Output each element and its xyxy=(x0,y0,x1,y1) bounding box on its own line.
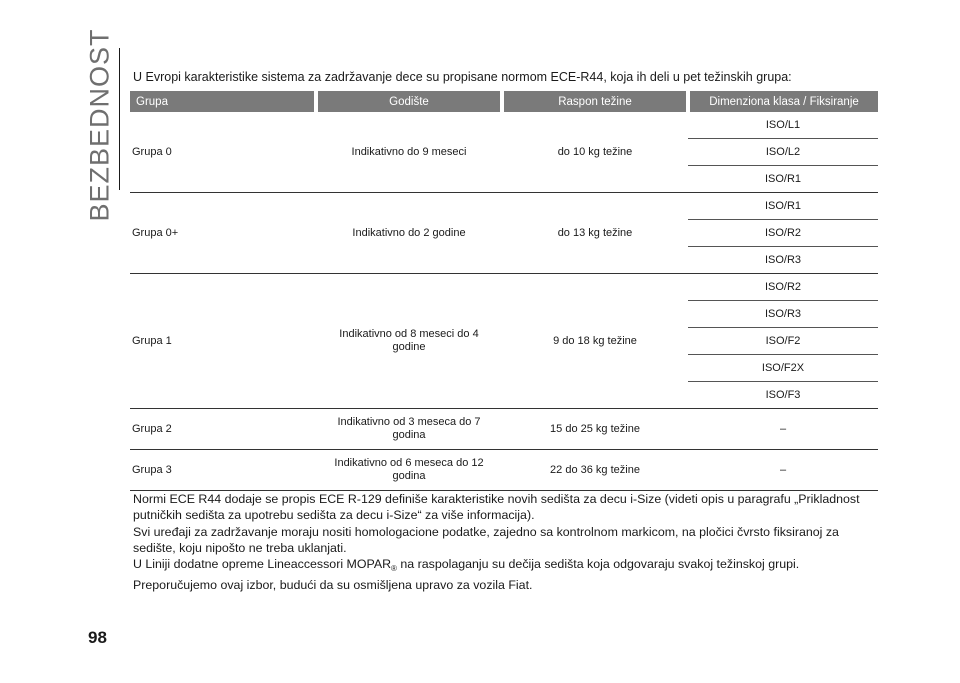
section-title-text: BEZBEDNOST xyxy=(84,28,115,222)
group-weight: 15 do 25 kg težine xyxy=(502,409,688,450)
size-class: ISO/R2 xyxy=(688,274,878,301)
size-class: ISO/F3 xyxy=(688,382,878,409)
group-weight: 22 do 36 kg težine xyxy=(502,450,688,491)
group-age xyxy=(316,274,502,409)
note-text: na raspolaganju su dečija sedišta koja odgovaraju svakoj težinskoj grupi. Preporučujemo ovaj izbor, budući da su osmišljena upravo za vozila Fiat. xyxy=(133,557,800,593)
size-class: – xyxy=(688,409,878,450)
group-name: Grupa 0 xyxy=(130,112,316,193)
table-header-row xyxy=(130,91,878,112)
notes-section xyxy=(133,491,883,594)
group-name: Grupa 0+ xyxy=(130,193,316,274)
group-name: Grupa 3 xyxy=(130,450,316,491)
group-weight: do 13 kg težine xyxy=(502,193,688,274)
note-paragraph-r129: Normi ECE R44 dodaje se propis ECE R-129 definiše karakteristike novih sedišta za decu i-Size (videti opis u paragrafu „Prikladnost putničkih sedišta za upotrebu sedišta za decu i-Size“ za više informacija). xyxy=(133,492,860,523)
section-divider xyxy=(119,48,120,190)
section-title xyxy=(80,28,120,222)
table-row xyxy=(130,274,878,301)
size-class: ISO/F2 xyxy=(688,328,878,355)
header-group: Grupa xyxy=(130,91,316,112)
header-age: Godište xyxy=(316,91,502,112)
group-weight: do 10 kg težine xyxy=(502,112,688,193)
header-size-class: Dimenziona klasa / Fiksiranje xyxy=(688,91,878,112)
group-weight: 9 do 18 kg težine xyxy=(502,274,688,409)
size-class: ISO/R2 xyxy=(688,220,878,247)
size-class: ISO/L1 xyxy=(688,112,878,139)
size-class: ISO/R1 xyxy=(688,166,878,193)
table-row xyxy=(130,193,878,220)
intro-paragraph: U Evropi karakteristike sistema za zadržavanje dece su propisane normom ECE-R44, koja ih deli u pet težinskih grupa: xyxy=(133,69,792,84)
group-age: Indikativno do 9 meseci xyxy=(316,112,502,193)
group-name: Grupa 1 xyxy=(130,274,316,409)
size-class: ISO/F2X xyxy=(688,355,878,382)
weight-groups-table xyxy=(130,91,878,491)
table-row xyxy=(130,112,878,139)
note-paragraph-mopar xyxy=(133,556,883,594)
note-paragraph-homologation: Svi uređaji za zadržavanje moraju nositi homologacione podatke, zajedno sa kontrolnom markicom, na pločici čvrsto fiksiranoj za sedište, koju nipošto ne treba uklanjati. xyxy=(133,524,839,555)
group-age xyxy=(316,450,502,491)
group-age-text: Indikativno od 8 meseci do 4 godine xyxy=(339,328,479,353)
table-row xyxy=(130,450,878,491)
note-text: U Liniji dodatne opreme Lineaccessori MOPAR xyxy=(133,557,392,572)
group-name: Grupa 2 xyxy=(130,409,316,450)
group-age xyxy=(316,409,502,450)
group-age: Indikativno do 2 godine xyxy=(316,193,502,274)
size-class: ISO/R3 xyxy=(688,301,878,328)
registered-mark: ® xyxy=(391,564,397,574)
size-class: – xyxy=(688,450,878,491)
size-class: ISO/R1 xyxy=(688,193,878,220)
page-number: 98 xyxy=(88,628,107,647)
header-weight-range: Raspon težine xyxy=(502,91,688,112)
size-class: ISO/R3 xyxy=(688,247,878,274)
group-age-text: Indikativno od 3 meseca do 7 godina xyxy=(337,416,481,441)
group-age-text: Indikativno od 6 meseca do 12 godina xyxy=(334,457,484,482)
table-row xyxy=(130,409,878,450)
size-class: ISO/L2 xyxy=(688,139,878,166)
